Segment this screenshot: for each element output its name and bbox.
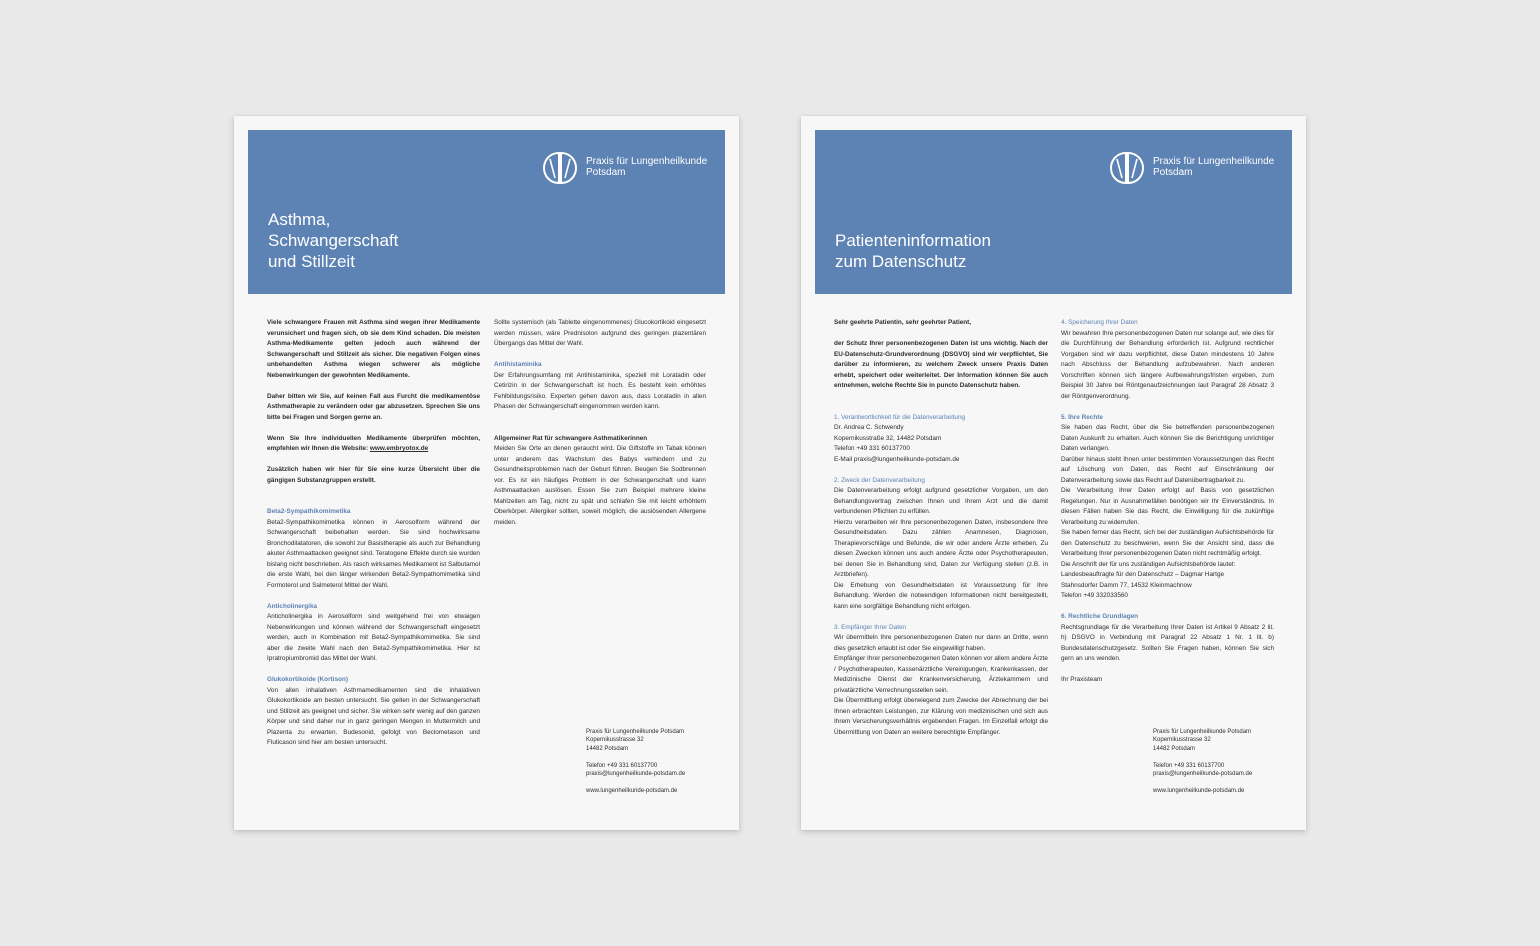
footer-phone: Telefon +49 331 60137700 — [1153, 762, 1225, 769]
authority-phone: Telefon +49 332033560 — [1061, 592, 1128, 599]
left-column-1 — [267, 318, 480, 759]
section-text: Die Datenverarbeitung erfolgt aufgrund gesetzlicher Vorgaben, um den Behandlungsvertrag zwischen Ihnen und Ihrem Arzt und die damit verbundenen Pflichten zu erfüllen. — [834, 487, 1048, 515]
practice-logo — [1109, 150, 1279, 186]
intro-paragraph-3-text: Wenn Sie Ihre individuellen Medikamente überprüfen möchten, empfehlen wir Ihnen die Website: — [267, 434, 480, 452]
section-heading: Antihistaminika — [494, 361, 542, 368]
section-text: Sollte systemisch (als Tablette eingenommenes) Glucokortikoid eingesetzt werden müssen, wäre Prednisolon aufgrund des geringen plazentären Übergangs das Mittel der Wahl. — [494, 319, 706, 347]
contact-footer — [1153, 728, 1252, 795]
section-text: Rechtsgrundlage für die Verarbeitung Ihrer Daten ist Artikel 9 Absatz 2 lit. h) DSGVO in Verbindung mit Paragraf 22 Absatz 1 Nr. 1 lit. b) Bundesdatenschutzgesetz. Sollten Sie Fragen haben, können Sie sich gern an uns wenden. — [1061, 623, 1274, 662]
section-heading: 4. Speicherung Ihrer Daten — [1061, 319, 1138, 326]
logo-line-1: Praxis für Lungenheilkunde — [1153, 156, 1275, 167]
greeting: Sehr geehrte Patientin, sehr geehrter Patient, — [834, 319, 972, 326]
footer-city: 14482 Potsdam — [586, 745, 629, 752]
section-heading: Glukokortikoide (Kortison) — [267, 676, 348, 683]
authority-name: Landesbeauftragte für den Datenschutz – Dagmar Hartge — [1061, 571, 1225, 578]
footer-practice-name: Praxis für Lungenheilkunde Potsdam — [1153, 729, 1252, 735]
contact-footer — [586, 728, 685, 795]
footer-street: Kopernikusstrasse 32 — [586, 737, 644, 744]
intro-paragraph-3 — [267, 434, 480, 455]
responsible-name: Dr. Andrea C. Schwendy — [834, 424, 904, 431]
section-text: Meiden Sie Orte an denen geraucht wird. Die Giftstoffe im Tabak können unter anderem das Wachstum des Babys verhindern und zu Gesundheitsproblemen nach der Geburt führen. Beugen Sie Sodbrennen vor. Es ist ein häufiges Problem in der Schwangerschaft und kann Asthmaattacken auslösen. Essen Sie zum Beispiel mehrere kleine Mahlzeiten am Tag, nicht zu spät und schlafen Sie mit leicht erhöhtem Oberkörper. Allergiker sollten, soweit möglich, die auslösenden Allergene meiden. — [494, 445, 706, 526]
title-line-1: Patienteninformation — [835, 231, 991, 250]
embryotox-link[interactable]: www.embryotox.de — [369, 445, 429, 452]
logo-text — [1153, 156, 1274, 178]
footer-email[interactable]: praxis@lungenheilkunde-potsdam.de — [586, 771, 686, 778]
lung-logo-icon — [1109, 150, 1145, 186]
spacer — [834, 402, 1048, 413]
lung-logo-icon — [542, 150, 578, 186]
title-line-2: Schwangerschaft — [268, 231, 399, 250]
footer-street: Kopernikusstrasse 32 — [1153, 737, 1211, 744]
section-text: Beta2-Sympathikomimetika können in Aerosolform während der Schwangerschaft beibehalten werden. Sie sind hochwirksame Bronchodilatatoren, die sowohl zur Basistherapie als auch zur Behandlung akuter Asthmaattacken geeignet sind. Teratogene Effekte durch sie wurden bislang nicht beschrieben. Als rasch wirksames Medikament ist Salbutamol die erste Wahl, bei den länger wirkenden Beta2-Sympathomimetika sind Formoterol und Salmeterol Mittel der Wahl. — [267, 518, 480, 589]
sign-off: Ihr Praxisteam — [1061, 676, 1103, 683]
intro-paragraph-2: Daher bitten wir Sie, auf keinen Fall aus Furcht die medikamentöse Asthmatherapie zu verändern oder gar abzusetzen. Sprechen Sie uns bitte bei Fragen und Sorgen gerne an. — [267, 392, 480, 421]
footer-phone: Telefon +49 331 60137700 — [586, 762, 658, 769]
footer-practice-name: Praxis für Lungenheilkunde Potsdam — [586, 729, 685, 735]
section-heading: 3. Empfänger Ihrer Daten — [834, 623, 907, 631]
section-text: Die Anschrift der für uns zuständigen Aufsichtsbehörde lautet: — [1061, 560, 1236, 568]
document-title — [835, 230, 991, 272]
footer-website[interactable]: www.lungenheilkunde-potsdam.de — [586, 787, 678, 794]
header-banner — [815, 130, 1292, 294]
section-text: Hierzu verarbeiten wir Ihre personenbezogenen Daten, insbesondere Ihre Gesundheitsdaten. Dazu zählen Anamnesen, Diagnosen, Therapievorschläge und Befunde, die wir oder andere Ärzte erheben. Zu diesen Zwecken können uns auch andere Ärzte oder Psychotherapeuten, bei denen Sie in Behandlung sind, Daten zur Verfügung stellen (z.B. in Arztbriefen). — [834, 518, 1048, 578]
practice-logo — [542, 150, 712, 186]
section-text: Die Erhebung von Gesundheitsdaten ist Voraussetzung für Ihre Behandlung. Werden die notwendigen Informationen nicht bereitgestellt, kann eine sorgfältige Behandlung nicht erfolgen. — [834, 581, 1048, 610]
intro-paragraph-1: Viele schwangere Frauen mit Asthma sind wegen ihrer Medikamente verunsichert und fragen sich, ob sie dem Kind schaden. Die meisten Asthma-Medikamente gelten jedoch auch während der Schwangerschaft und Stillzeit als sicher. Die negativen Folgen eines unbehandelten Asthma wiegen schwerer als mögliche Nebenwirkungen der gewohnten Medikamente. — [267, 319, 480, 379]
section-text: Anticholinergika in Aerosolform sind weitgehend frei von etwaigen Nebenwirkungen und können während der Schwangerschaft eingesetzt werden, auch in Kombination mit Beta2-Sympathikomimetika. Sie sind aber die zweite Wahl nach den Beta2-Sympathikomimetika. Hier ist Ipratropiumbromid das Mittel der Wahl. — [267, 613, 480, 662]
logo-line-2: Potsdam — [1153, 167, 1193, 178]
section-heading: Allgemeiner Rat für schwangere Asthmatikerinnen — [494, 434, 648, 442]
section-text: Empfänger Ihrer personenbezogenen Daten können vor allem andere Ärzte / Psychotherapeuten, Kassenärztliche Vereinigungen, Krankenkassen, der Medizinische Dienst der Krankenversicherung, Ärztekammern und privatärztliche Verrechnungsstellen sein. — [834, 655, 1048, 694]
section-text: Die Verarbeitung Ihrer Daten erfolgt auf Basis von gesetzlichen Regelungen. Nur in Ausnahmefällen benötigen wir Ihr Einverständnis. In diesen Fällen haben Sie das Recht, die Einwilligung für die zukünftige Verarbeitung zu widerrufen. — [1061, 487, 1274, 526]
title-line-2: zum Datenschutz — [835, 252, 967, 271]
section-text: Sie haben ferner das Recht, sich bei der zuständigen Aufsichtsbehörde für den Datenschutz zu beschweren, wenn Sie der Ansicht sind, dass die Verarbeitung Ihrer personenbezogenen Daten nicht rechtmäßig erfolgt. — [1061, 529, 1274, 557]
intro-paragraph-4: Zusätzlich haben wir hier für Sie eine kurze Übersicht über die gängigen Substanzgruppen erstellt. — [267, 466, 480, 484]
spacer — [267, 497, 480, 508]
responsible-email: E-Mail praxis@lungenheilkunde-potsdam.de — [834, 455, 960, 463]
section-heading: 2. Zweck der Datenverarbeitung — [834, 476, 925, 484]
spacer — [1153, 753, 1252, 761]
logo-line-2: Potsdam — [586, 167, 626, 178]
flyer-datenschutz — [801, 116, 1306, 830]
spacer — [586, 778, 685, 786]
section-text: Von allen inhalativen Asthmamedikamenten sind die inhalativen Glukokortikoide am besten untersucht. Sie gelten in der Schwangerschaft und Stillzeit als geeignet und sicher. Sie wirken sehr wenig auf den ganzen Körper und sind daher nur in ganz geringen Mengen in Muttermilch und Plazenta zu erwarten. Budesonid, gefolgt von Beclometason und Fluticason sind hier am besten untersucht. — [267, 686, 480, 746]
section-heading: 1. Verantwortlichkeit für die Datenverarbeitung — [834, 413, 966, 421]
logo-text — [586, 156, 707, 178]
responsible-phone: Telefon +49 331 60137700 — [834, 445, 910, 452]
flyer-asthma — [234, 116, 739, 830]
section-text: Sie haben das Recht, über die Sie betreffenden personenbezogenen Daten Auskunft zu erhalten. Auch können Sie die Berichtigung unrichtiger Daten verlangen. — [1061, 424, 1274, 452]
footer-email[interactable]: praxis@lungenheilkunde-potsdam.de — [1153, 771, 1253, 778]
section-text: Wir bewahren Ihre personenbezogenen Daten nur solange auf, wie dies für die Durchführung der Behandlung erforderlich ist. Aufgrund rechtlicher Vorgaben sind wir dazu verpflichtet, diese Daten mindestens 10 Jahre nach Abschluss der Behandlung aufzubewahren. Nach anderen Vorschriften können sich längere Aufbewahrungsfristen ergeben, zum Beispiel 30 Jahre bei Röntgenaufzeichnungen laut Paragraf 28 Absatz 3 der Röntgenverordnung. — [1061, 329, 1274, 400]
spacer — [586, 753, 685, 761]
right-column-1 — [834, 318, 1048, 738]
footer-city: 14482 Potsdam — [1153, 745, 1196, 752]
responsible-address: Kopernikusstraße 32, 14482 Potsdam — [834, 434, 942, 442]
title-line-3: und Stillzeit — [268, 252, 355, 271]
intro-paragraph: der Schutz Ihrer personenbezogenen Daten ist uns wichtig. Nach der EU-Datenschutz-Grundverordnung (DSGVO) sind wir verpflichtet, Sie darüber zu informieren, zu welchem Zweck unsere Praxis Daten erhebt, speichert oder weiterleitet. Der Information können Sie auch entnehmen, welche Rechte Sie in puncto Datenschutz haben. — [834, 340, 1048, 389]
logo-line-1: Praxis für Lungenheilkunde — [586, 156, 708, 167]
right-column-2 — [1061, 318, 1274, 696]
section-text: Darüber hinaus steht Ihnen unter bestimmten Voraussetzungen das Recht auf Löschung von Daten, das Recht auf Einschränkung der Datenverarbeitung sowie das Recht auf Datenübertragbarkeit zu. — [1061, 455, 1274, 484]
section-heading: 6. Rechtliche Grundlagen — [1061, 613, 1139, 620]
section-text: Der Erfahrungsumfang mit Antihistaminika, speziell mit Loratadin oder Cetirizin in der Schwangerschaft ist hoch. Es besteht kein erhöhtes Fehlbildungsrisiko. Experten gehen davon aus, dass Loratadin in allen Phasen der Schwangerschaft eingenommen werden kann. — [494, 371, 706, 410]
section-text: Wir übermitteln Ihre personenbezogenen Daten nur dann an Dritte, wenn dies gesetzlich erlaubt ist oder Sie eingewilligt haben. — [834, 634, 1048, 652]
section-heading: Anticholinergika — [267, 602, 318, 610]
left-column-2 — [494, 318, 706, 539]
title-line-1: Asthma, — [268, 210, 331, 229]
authority-address: Stahnsdorfer Damm 77, 14532 Kleinmachnow — [1061, 581, 1192, 589]
section-heading: Beta2-Sympathikomimetika — [267, 508, 351, 515]
section-heading: 5. Ihre Rechte — [1061, 413, 1103, 421]
footer-website[interactable]: www.lungenheilkunde-potsdam.de — [1153, 787, 1245, 794]
section-text: Die Übermittlung erfolgt überwiegend zum Zwecke der Abrechnung der bei Ihnen erbrachten Leistungen, zur Klärung von medizinischen und sich aus Ihrem Versicherungsverhältnis ergebenden Fragen. Im Einzelfall erfolgt die Übermittlung von Daten an weitere berechtigte Empfänger. — [834, 697, 1048, 736]
spacer — [494, 423, 706, 434]
document-title — [268, 209, 398, 272]
header-banner — [248, 130, 725, 294]
spacer — [1153, 778, 1252, 786]
